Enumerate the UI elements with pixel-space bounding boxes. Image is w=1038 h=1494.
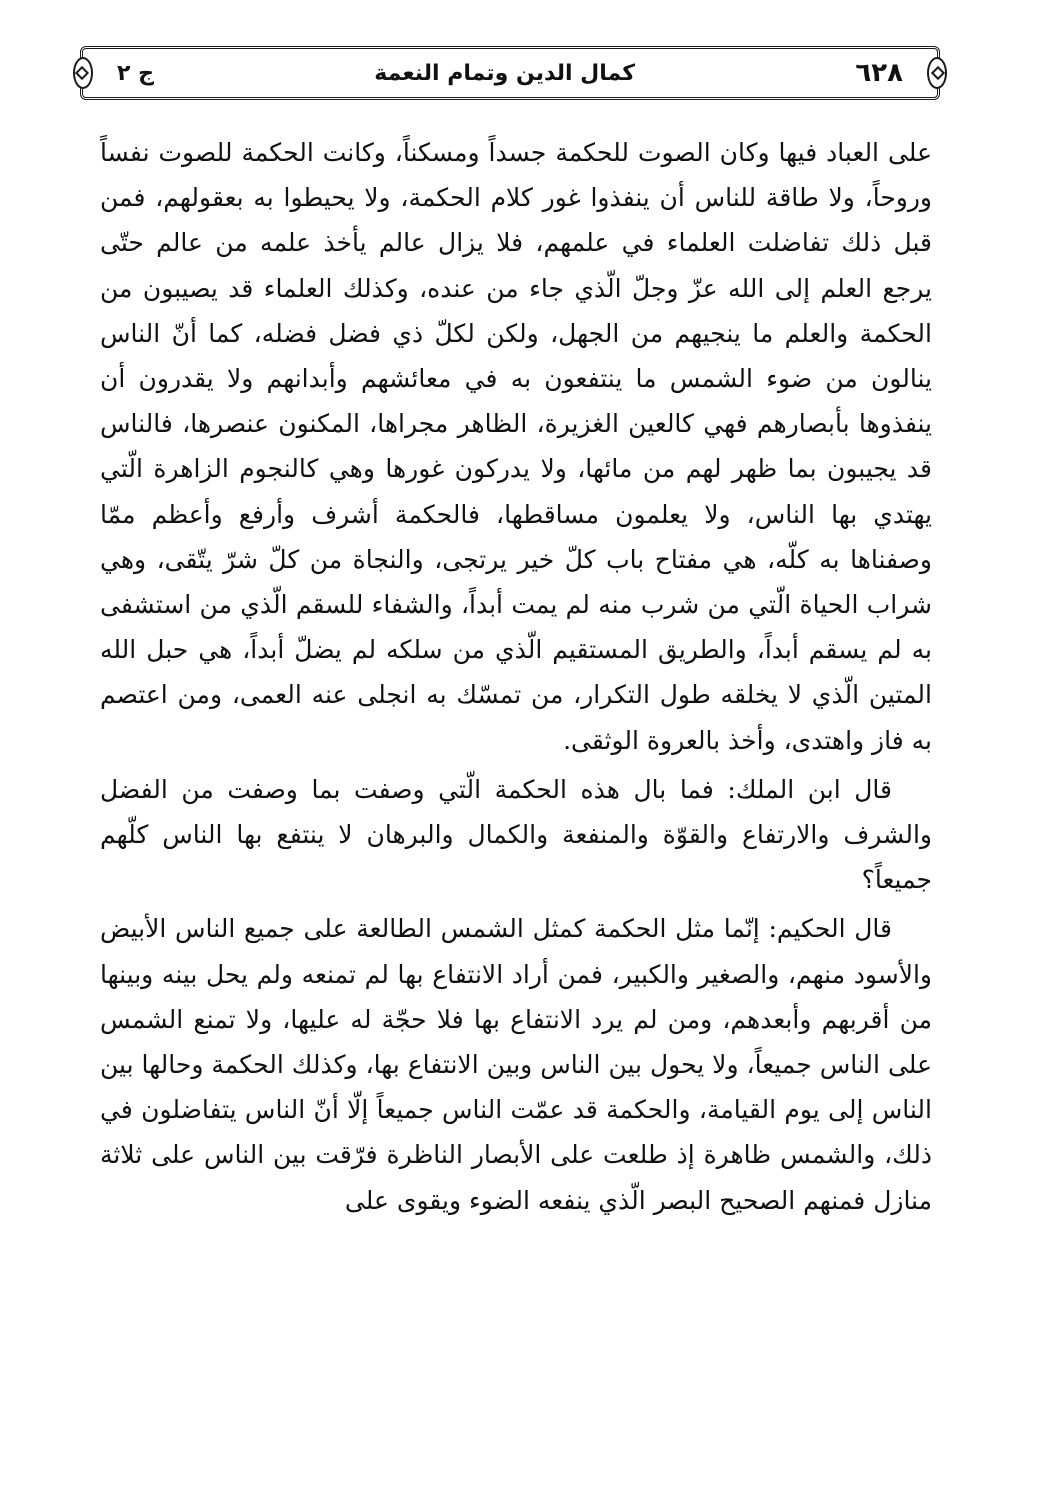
running-title: كمال الدين وتمام النعمة	[374, 60, 636, 86]
paragraph-3: قال الحكيم: إنّما مثل الحكمة كمثل الشمس الطالعة على جميع الناس الأبيض والأسود منهم، والصغير والكبير، فمن أراد الانتفاع بها لم تمنعه ولم يحل بينه وبينها من أقربهم وأبعدهم، ومن لم يرد الانتفاع بها فلا حجّة له عليها، ولا تمنع الشمس على الناس جميعاً، ولا يحول بين الناس وبين الانتفاع بها، وكذلك الحكمة وحالها بين الناس إلى يوم القيامة، والحكمة قد عمّت الناس جميعاً إلّا أنّ الناس يتفاضلون في ذلك، والشمس ظاهرة إذ طلعت على الأبصار الناظرة فرّقت بين الناس على ثلاثة منازل فمنهم الصحيح البصر الّذي ينفعه الضوء ويقوى على	[100, 914, 932, 1215]
header-ornament-left	[75, 66, 89, 80]
paragraph-1: على العباد فيها وكان الصوت للحكمة جسداً ومسكناً، وكانت الحكمة للصوت نفساً وروحاً، ولا طاقة للناس أن ينفذوا غور كلام الحكمة، ولا يحيطوا به بعقولهم، فمن قبل ذلك تفاضلت العلماء في علمهم، فلا يزال عالم يأخذ علمه من عالم حتّى يرجع العلم إلى الله عزّ وجلّ الّذي جاء من عنده، وكذلك العلماء قد يصيبون من الحكمة والعلم ما ينجيهم من الجهل، ولكن لكلّ ذي فضل فضله، كما أنّ الناس ينالون من ضوء الشمس ما ينتفعون به في معائشهم وأبدانهم ولا يقدرون أن ينفذوها بأبصارهم فهي كالعين الغزيرة، الظاهر مجراها، المكنون عنصرها، فالناس قد يجيبون بما ظهر لهم من مائها، ولا يدركون غورها وهي كالنجوم الزاهرة الّتي يهتدي بها الناس، ولا يعلمون مساقطها، فالحكمة أشرف وأرفع وأعظم ممّا وصفناها به كلّه، هي مفتاح باب كلّ خير يرتجى، والنجاة من كلّ شرّ يتّقى، وهي شراب الحياة الّتي من شرب منه لم يمت أبداً، والشفاء للسقم الّذي من استشفى به لم يسقم أبداً، والطريق المستقيم الّذي من سلكه لم يضلّ أبداً، هي حبل الله المتين الّذي لا يخلقه طول التكرار، من تمسّك به انجلى عنه العمى، ومن اعتصم به فاز واهتدى، وأخذ بالعروة الوثقى.	[100, 138, 933, 755]
header-ornament-right	[931, 66, 945, 80]
body-text	[100, 130, 932, 1227]
volume-label: ج ٢	[117, 60, 154, 86]
page-header	[80, 46, 940, 100]
page-number: ٦٢٨	[855, 58, 903, 88]
paragraph-2: قال ابن الملك: فما بال هذه الحكمة الّتي وصفت بما وصفت من الفضل والشرف والارتفاع والقوّة والمنفعة والكمال والبرهان لا ينتفع بها الناس كلّهم جميعاً؟	[100, 774, 932, 895]
